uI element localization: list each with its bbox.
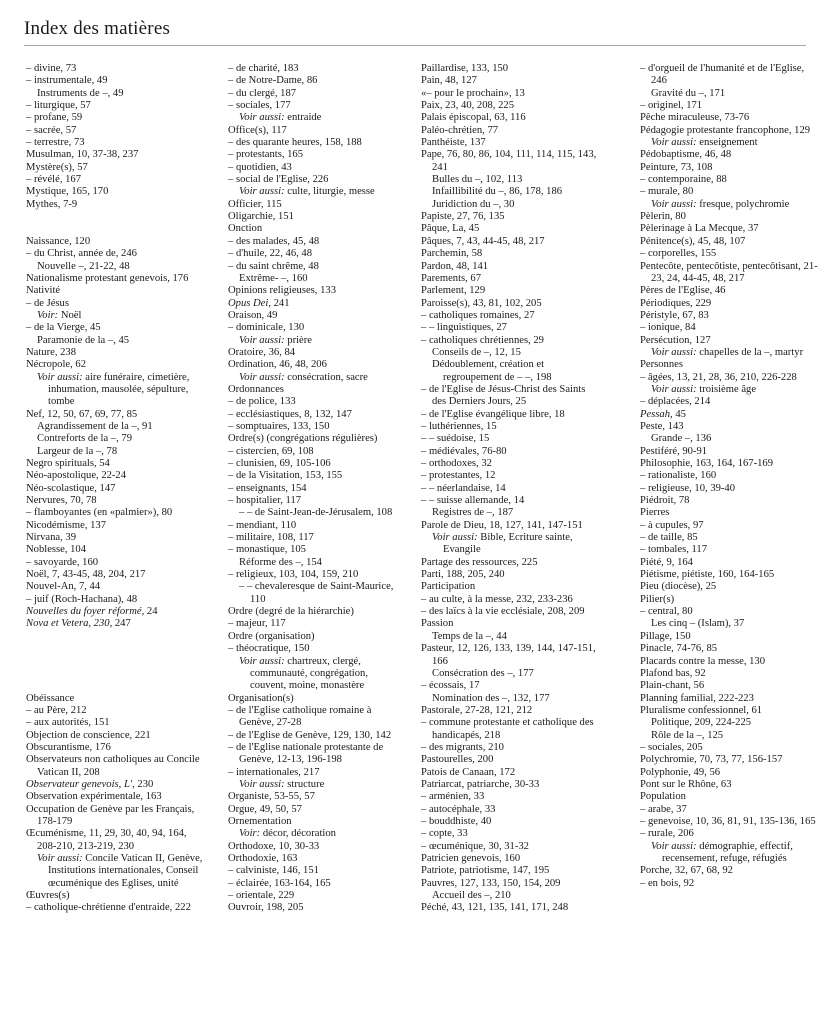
index-entry: Nervures, 70, 78 (26, 495, 97, 507)
index-entry: – de police, 133 (228, 396, 296, 408)
index-entry: – flamboyantes (en «palmier»), 80 (26, 507, 173, 519)
index-entry: Peste, 143 (640, 420, 684, 432)
index-entry: Registres de –, 187 (432, 507, 514, 519)
index-entry: – cistercien, 69, 108 (228, 445, 314, 457)
index-entry: – de l'Eglise évangélique libre, 18 (421, 408, 565, 420)
index-entry: – ecclésiastiques, 8, 132, 147 (228, 408, 352, 420)
index-entry: Pâque, La, 45 (421, 223, 480, 235)
index-entry: Oraison, 49 (228, 309, 278, 321)
index-entry: Opus Dei, 241 (228, 297, 290, 309)
index-entry: «– pour le prochain», 13 (421, 87, 525, 99)
index-entry: Pédobaptisme, 46, 48 (640, 149, 732, 161)
index-entry: Ordonnances (228, 383, 284, 395)
index-entry: Observation expérimentale, 163 (26, 791, 162, 803)
index-entry: Paroisse(s), 43, 81, 102, 205 (421, 297, 542, 309)
index-entry: – à cupules, 97 (640, 519, 704, 531)
index-entry: Patricien genevois, 160 (421, 853, 521, 864)
index-entry: Occupation de Genève par les Français, 178-179 (26, 803, 195, 827)
index-entry: – copte, 33 (421, 828, 468, 840)
index-entry: Philosophie, 163, 164, 167-169 (640, 458, 774, 469)
index-entry: Patriote, patriotisme, 147, 195 (421, 865, 550, 877)
index-entry: Paillardise, 133, 150 (421, 63, 509, 74)
index-entry: – de la Vierge, 45 (26, 322, 101, 334)
index-entry: Obscurantisme, 176 (26, 741, 111, 753)
index-entry: – savoyarde, 160 (26, 556, 99, 568)
index-entry: – déplacées, 214 (640, 396, 711, 408)
index-entry: Gravité du –, 171 (651, 87, 726, 99)
index-entry: Néo-scolastique, 147 (26, 482, 116, 494)
index-entry: – de Notre-Dame, 86 (228, 75, 318, 87)
index-cross-reference: Voir aussi: Bible, Ecriture sainte, Evangile (432, 532, 573, 556)
index-cross-reference: Voir aussi: enseignement (651, 137, 758, 149)
index-entry: – écossais, 17 (421, 680, 480, 692)
index-cross-reference: Voir aussi: chapelles de la –, martyr (651, 346, 804, 358)
index-cross-reference: Voir aussi: prière (239, 334, 312, 346)
index-entry: Nouvelles du foyer réformé, 24 (26, 606, 158, 618)
index-entry: – du saint chrême, 48 (228, 260, 319, 272)
index-entry: Pastorale, 27-28, 121, 212 (421, 704, 533, 716)
index-entry: Personnes (640, 359, 683, 371)
index-entry: – de l'Eglise de Jésus-Christ des Saints des Derniers Jours, 25 (421, 383, 586, 408)
index-entry: Parements, 67 (421, 272, 482, 284)
index-entry: – central, 80 (640, 606, 693, 618)
index-entry: – tombales, 117 (640, 544, 707, 556)
index-entry: Participation (421, 581, 476, 593)
index-entry: – rationaliste, 160 (640, 470, 717, 482)
section-gap (26, 631, 204, 693)
index-entry: – aux autorités, 151 (26, 717, 110, 729)
index-entry: – juif (Roch-Hachana), 48 (26, 593, 138, 605)
index-entry: – dominicale, 130 (228, 322, 305, 334)
index-entry: – des malades, 45, 48 (228, 235, 320, 247)
index-entry: – autocéphale, 33 (421, 803, 496, 815)
index-entry: – au Père, 212 (26, 704, 87, 716)
index-entry: – protestantes, 12 (421, 470, 496, 482)
index-cross-reference: Voir aussi: chartreux, clergé, communauté, congrégation, couvent, moine, monastère (239, 655, 368, 692)
index-entry: Pentecôte, pentecôtiste, pentecôtisant, 21-23, 24, 44-45, 48, 217 (640, 260, 818, 284)
index-entry: Pestiféré, 90-91 (640, 445, 708, 457)
index-entry: Pain, 48, 127 (421, 75, 477, 87)
index-entry: Paix, 23, 40, 208, 225 (421, 100, 514, 112)
index-entry: Orthodoxie, 163 (228, 853, 298, 864)
index-entry: Organisation(s) (228, 692, 294, 704)
index-entry: – sociales, 205 (640, 741, 703, 753)
index-entry: Parchemin, 58 (421, 248, 483, 260)
index-column-2 (228, 63, 406, 915)
index-entry: Observateur genevois, L', 230 (26, 778, 154, 790)
index-entry: Plafond bas, 92 (640, 667, 706, 679)
index-entry: – liturgique, 57 (26, 100, 91, 112)
index-entry: Planning familial, 222-223 (640, 692, 754, 704)
index-column-4 (640, 63, 818, 890)
index-entry: Péristyle, 67, 83 (640, 309, 709, 321)
index-entry: – éclairée, 163-164, 165 (228, 877, 331, 889)
index-entry: – enseignants, 154 (228, 482, 307, 494)
index-entry: – divine, 73 (26, 63, 77, 74)
index-entry: – quotidien, 43 (228, 161, 292, 173)
index-cross-reference: Voir aussi: démographie, effectif, recensement, refuge, réfugiés (651, 840, 793, 864)
index-cross-reference: Voir aussi: entraide (239, 112, 322, 124)
index-entry: Patriarcat, patriarche, 30-33 (421, 778, 540, 790)
index-entry: – en bois, 92 (640, 877, 695, 889)
index-entry: Contreforts de la –, 79 (37, 433, 133, 445)
index-entry: – hospitalier, 117 (228, 495, 302, 507)
index-entry: Pastourelles, 200 (421, 754, 494, 766)
index-entry: Papiste, 27, 76, 135 (421, 211, 505, 223)
index-entry: Officier, 115 (228, 198, 282, 210)
index-entry: Pape, 76, 80, 86, 104, 111, 114, 115, 143, 241 (421, 149, 597, 173)
index-entry: Nef, 12, 50, 67, 69, 77, 85 (26, 408, 138, 420)
index-entry: Pont sur le Rhône, 63 (640, 778, 732, 790)
index-entry: Negro spirituals, 54 (26, 458, 110, 469)
index-entry: – sociales, 177 (228, 100, 291, 112)
index-entry: Largeur de la –, 78 (37, 445, 118, 457)
index-entry: Infaillibilité du –, 86, 178, 186 (432, 186, 563, 198)
index-entry: Extrême- –, 160 (239, 272, 308, 284)
index-entry: Noël, 7, 43-45, 48, 204, 217 (26, 569, 146, 581)
index-entry: Ordre (organisation) (228, 630, 315, 642)
index-entry: – – néerlandaise, 14 (421, 482, 506, 494)
index-entry: Opinions religieuses, 133 (228, 285, 336, 297)
index-entry: Œcuménisme, 11, 29, 30, 40, 94, 164, 208-210, 213-219, 230 (26, 828, 187, 852)
index-entry: – – suisse allemande, 14 (421, 495, 525, 507)
index-entry: – âgées, 13, 21, 28, 36, 210, 226-228 (640, 371, 797, 383)
index-entry: – contemporaine, 88 (640, 174, 727, 186)
index-entry: Nécropole, 62 (26, 359, 87, 371)
index-entry: – du Christ, année de, 246 (26, 248, 137, 260)
index-entry: Ouvroir, 198, 205 (228, 902, 304, 914)
index-entry: Pâques, 7, 43, 44-45, 48, 217 (421, 235, 545, 247)
index-entry: – protestants, 165 (228, 149, 304, 161)
index-entry: Nicodémisme, 137 (26, 519, 107, 531)
index-cross-reference: Voir: décor, décoration (239, 828, 336, 840)
index-entry: – bouddhiste, 40 (421, 815, 492, 827)
index-entry: Dédoublement, création et regroupement de – –, 198 (432, 359, 552, 383)
index-entry: – monastique, 105 (228, 544, 306, 556)
index-entry: – œcuménique, 30, 31-32 (421, 840, 529, 852)
index-entry: Agrandissement de la –, 91 (37, 420, 153, 432)
index-entry: – de taille, 85 (640, 532, 698, 544)
index-entry: – catholiques chrétiennes, 29 (421, 334, 544, 346)
index-entry: Passion (421, 618, 454, 630)
index-entry: Orthodoxe, 10, 30-33 (228, 840, 320, 852)
index-entry: Pauvres, 127, 133, 150, 154, 209 (421, 877, 561, 889)
index-entry: Juridiction du –, 30 (432, 198, 515, 210)
index-entry: Organiste, 53-55, 57 (228, 791, 315, 803)
index-entry: Pères de l'Eglise, 46 (640, 285, 726, 297)
index-entry: Noblesse, 104 (26, 544, 87, 556)
index-entry: Pénitence(s), 45, 48, 107 (640, 235, 746, 247)
index-entry: – révélé, 167 (26, 174, 82, 186)
index-entry: Parlement, 129 (421, 285, 486, 297)
index-entry: Placards contre la messe, 130 (640, 655, 766, 667)
index-cross-reference: Voir aussi: structure (239, 778, 325, 790)
index-entry: – commune protestante et catholique des handicapés, 218 (421, 717, 594, 741)
index-entry: – de l'Eglise de Genève, 129, 130, 142 (228, 729, 392, 741)
index-entry: Piété, 9, 164 (640, 556, 693, 568)
index-entry: Mystère(s), 57 (26, 161, 88, 173)
index-entry: Ornementation (228, 815, 292, 827)
index-entry: – murale, 80 (640, 186, 694, 198)
index-entry: Pasteur, 12, 126, 133, 139, 144, 147-151, 166 (421, 643, 596, 667)
index-entry: Paramonie de la –, 45 (37, 334, 130, 346)
index-entry: Pédagogie protestante francophone, 129 (640, 124, 811, 136)
index-entry: Parole de Dieu, 18, 127, 141, 147-151 (421, 519, 583, 531)
index-entry: – religieux, 103, 104, 159, 210 (228, 569, 359, 581)
page-header (24, 18, 810, 48)
index-entry: Polyphonie, 49, 56 (640, 766, 721, 778)
index-entry: – médiévales, 76-80 (421, 445, 507, 457)
index-entry: – d'huile, 22, 46, 48 (228, 248, 313, 260)
index-entry: Péché, 43, 121, 135, 141, 171, 248 (421, 902, 569, 914)
index-entry: Nova et Vetera, 230, 247 (26, 618, 131, 630)
index-entry: Pieu (diocèse), 25 (640, 581, 717, 593)
index-entry: Pèlerin, 80 (640, 211, 686, 223)
index-cross-reference: Voir aussi: fresque, polychromie (651, 198, 790, 210)
index-entry: Réforme des –, 154 (239, 556, 322, 568)
index-entry: Patois de Canaan, 172 (421, 766, 516, 778)
index-entry: Oligarchie, 151 (228, 211, 294, 223)
index-entry: – catholique-chrétienne d'entraide, 222 (26, 902, 191, 914)
index-entry: Naissance, 120 (26, 235, 91, 247)
index-entry: Nationalisme protestant genevois, 176 (26, 272, 189, 284)
index-entry: – arménien, 33 (421, 791, 485, 803)
index-entry: Plain-chant, 56 (640, 680, 705, 692)
index-entry: Pluralisme confessionnel, 61 (640, 704, 763, 716)
section-gap (26, 211, 204, 236)
index-entry: Panthéiste, 137 (421, 137, 486, 149)
index-entry: – catholiques romaines, 27 (421, 309, 535, 321)
index-column-1 (26, 63, 204, 915)
index-entry: – – de Saint-Jean-de-Jérusalem, 108 (239, 507, 393, 519)
index-entry: – de charité, 183 (228, 63, 299, 74)
index-entry: – somptuaires, 133, 150 (228, 420, 330, 432)
header-rule (24, 45, 806, 46)
index-entry: Pierres (640, 507, 670, 519)
index-entry: Pilier(s) (640, 593, 675, 605)
index-entry: Grande –, 136 (651, 433, 712, 445)
index-entry: Mystique, 165, 170 (26, 186, 109, 198)
index-entry: Consécration des –, 177 (432, 667, 534, 679)
index-entry: – – linguistiques, 27 (421, 322, 507, 334)
index-entry: Peinture, 73, 108 (640, 161, 713, 173)
index-entry: Office(s), 117 (228, 124, 287, 136)
index-entry: Piétisme, piétiste, 160, 164-165 (640, 569, 775, 581)
index-entry: Néo-apostolique, 22-24 (26, 470, 127, 482)
index-entry: Ordre (degré de la hiérarchie) (228, 606, 354, 618)
index-entry: – d'orgueil de l'humanité et de l'Eglise, 246 (640, 63, 805, 87)
index-entry: Orgue, 49, 50, 57 (228, 803, 302, 815)
index-cross-reference: Voir: Noël (37, 309, 82, 321)
index-entry: – luthériennes, 15 (421, 420, 497, 432)
index-entry: – rurale, 206 (640, 828, 694, 840)
index-entry: – théocratique, 150 (228, 643, 310, 655)
index-entry: – profane, 59 (26, 112, 83, 124)
index-entry: – originel, 171 (640, 100, 703, 112)
index-entry: Piédroit, 78 (640, 495, 690, 507)
index-entry: – instrumentale, 49 (26, 75, 108, 87)
index-cross-reference: Voir aussi: consécration, sacre (239, 371, 368, 383)
index-entry: – arabe, 37 (640, 803, 687, 815)
index-entry: Observateurs non catholiques au Concile Vatican II, 208 (26, 754, 200, 778)
index-entry: – majeur, 117 (228, 618, 286, 630)
index-entry: Onction (228, 223, 263, 235)
index-entry: Palais épiscopal, 63, 116 (421, 112, 526, 124)
index-entry: Instruments de –, 49 (37, 87, 124, 99)
index-entry: – orientale, 229 (228, 890, 295, 902)
index-entry: Ordre(s) (congrégations régulières) (228, 433, 378, 445)
index-entry: Accueil des –, 210 (432, 890, 511, 902)
index-entry: Politique, 209, 224-225 (651, 717, 752, 729)
index-entry: Paléo-chrétien, 77 (421, 124, 499, 136)
index-cross-reference: Voir aussi: Concile Vatican II, Genève, Institutions internationales, Conseil œcuménique des Eglises, unité (37, 853, 203, 889)
index-entry: – militaire, 108, 117 (228, 532, 314, 544)
index-entry: Pardon, 48, 141 (421, 260, 489, 272)
index-entry: Nativité (26, 285, 61, 297)
index-cross-reference: Voir aussi: aire funéraire, cimetière, inhumation, mausolée, sépulture, tombe (37, 371, 190, 408)
index-entry: Périodiques, 229 (640, 297, 712, 309)
index-entry: – – chevaleresque de Saint-Maurice, 110 (239, 581, 394, 605)
index-entry: Pessah, 45 (640, 408, 686, 420)
index-entry: Pêche miraculeuse, 73-76 (640, 112, 750, 124)
index-entry: – ionique, 84 (640, 322, 696, 334)
index-entry: – des laïcs à la vie ecclésiale, 208, 209 (421, 606, 585, 618)
index-entry: Porche, 32, 67, 68, 92 (640, 865, 733, 877)
page-title: Index des matières (24, 18, 171, 39)
index-entry: Les cinq – (Islam), 37 (651, 618, 745, 630)
index-entry: Nirvana, 39 (26, 532, 77, 544)
index-entry: – clunisien, 69, 105-106 (228, 458, 331, 469)
index-entry: – orthodoxes, 32 (421, 458, 492, 469)
index-entry: – calviniste, 146, 151 (228, 865, 319, 877)
index-entry: Objection de conscience, 221 (26, 729, 151, 741)
index-entry: Polychromie, 70, 73, 77, 156-157 (640, 754, 783, 766)
index-columns (0, 63, 834, 1018)
index-entry: Population (640, 791, 686, 803)
index-entry: – mendiant, 110 (228, 519, 297, 531)
index-entry: – sacrée, 57 (26, 124, 77, 136)
index-column-3 (421, 63, 599, 915)
index-cross-reference: Voir aussi: culte, liturgie, messe (239, 186, 375, 198)
index-entry: Oratoire, 36, 84 (228, 346, 296, 358)
index-entry: Pèlerinage à La Mecque, 37 (640, 223, 759, 235)
index-entry: – – suédoise, 15 (421, 433, 490, 445)
index-entry: – social de l'Eglise, 226 (228, 174, 329, 186)
index-entry: – genevoise, 10, 36, 81, 91, 135-136, 165 (640, 815, 816, 827)
index-entry: Pillage, 150 (640, 630, 691, 642)
index-entry: – de l'Eglise nationale protestante de Genève, 12-13, 196-198 (228, 741, 384, 766)
index-entry: Mythes, 7-9 (26, 198, 78, 210)
index-entry: Partage des ressources, 225 (421, 556, 538, 568)
index-entry: Rôle de la –, 125 (651, 729, 724, 741)
index-entry: Nomination des –, 132, 177 (432, 692, 550, 704)
index-entry: – de Jésus (26, 297, 69, 309)
index-entry: Nouvel-An, 7, 44 (26, 581, 101, 593)
index-entry: – des migrants, 210 (421, 741, 504, 753)
index-entry: Œuvres(s) (26, 890, 70, 902)
index-entry: Pinacle, 74-76, 85 (640, 643, 718, 655)
index-entry: Persécution, 127 (640, 334, 711, 346)
index-entry: – de l'Eglise catholique romaine à Genève, 27-28 (228, 704, 372, 729)
index-entry: Nature, 238 (26, 346, 77, 358)
index-entry: Conseils de –, 12, 15 (432, 346, 521, 358)
index-cross-reference: Voir aussi: troisième âge (651, 383, 757, 395)
index-entry: – du clergé, 187 (228, 87, 297, 99)
index-entry: – corporelles, 155 (640, 248, 717, 260)
index-entry: – au culte, à la messe, 232, 233-236 (421, 593, 573, 605)
index-entry: – religieuse, 10, 39-40 (640, 482, 736, 494)
index-entry: Bulles du –, 102, 113 (432, 174, 523, 186)
index-entry: – internationales, 217 (228, 766, 320, 778)
index-entry: Parti, 188, 205, 240 (421, 569, 505, 581)
index-entry: – terrestre, 73 (26, 137, 85, 149)
index-entry: Temps de la –, 44 (432, 630, 507, 642)
index-entry: Musulman, 10, 37-38, 237 (26, 149, 139, 161)
index-entry: Ordination, 46, 48, 206 (228, 359, 327, 371)
index-entry: Obéissance (26, 692, 75, 704)
index-entry: Nouvelle –, 21-22, 48 (37, 260, 130, 272)
index-entry: – des quarante heures, 158, 188 (228, 137, 362, 149)
index-entry: – de la Visitation, 153, 155 (228, 470, 343, 482)
